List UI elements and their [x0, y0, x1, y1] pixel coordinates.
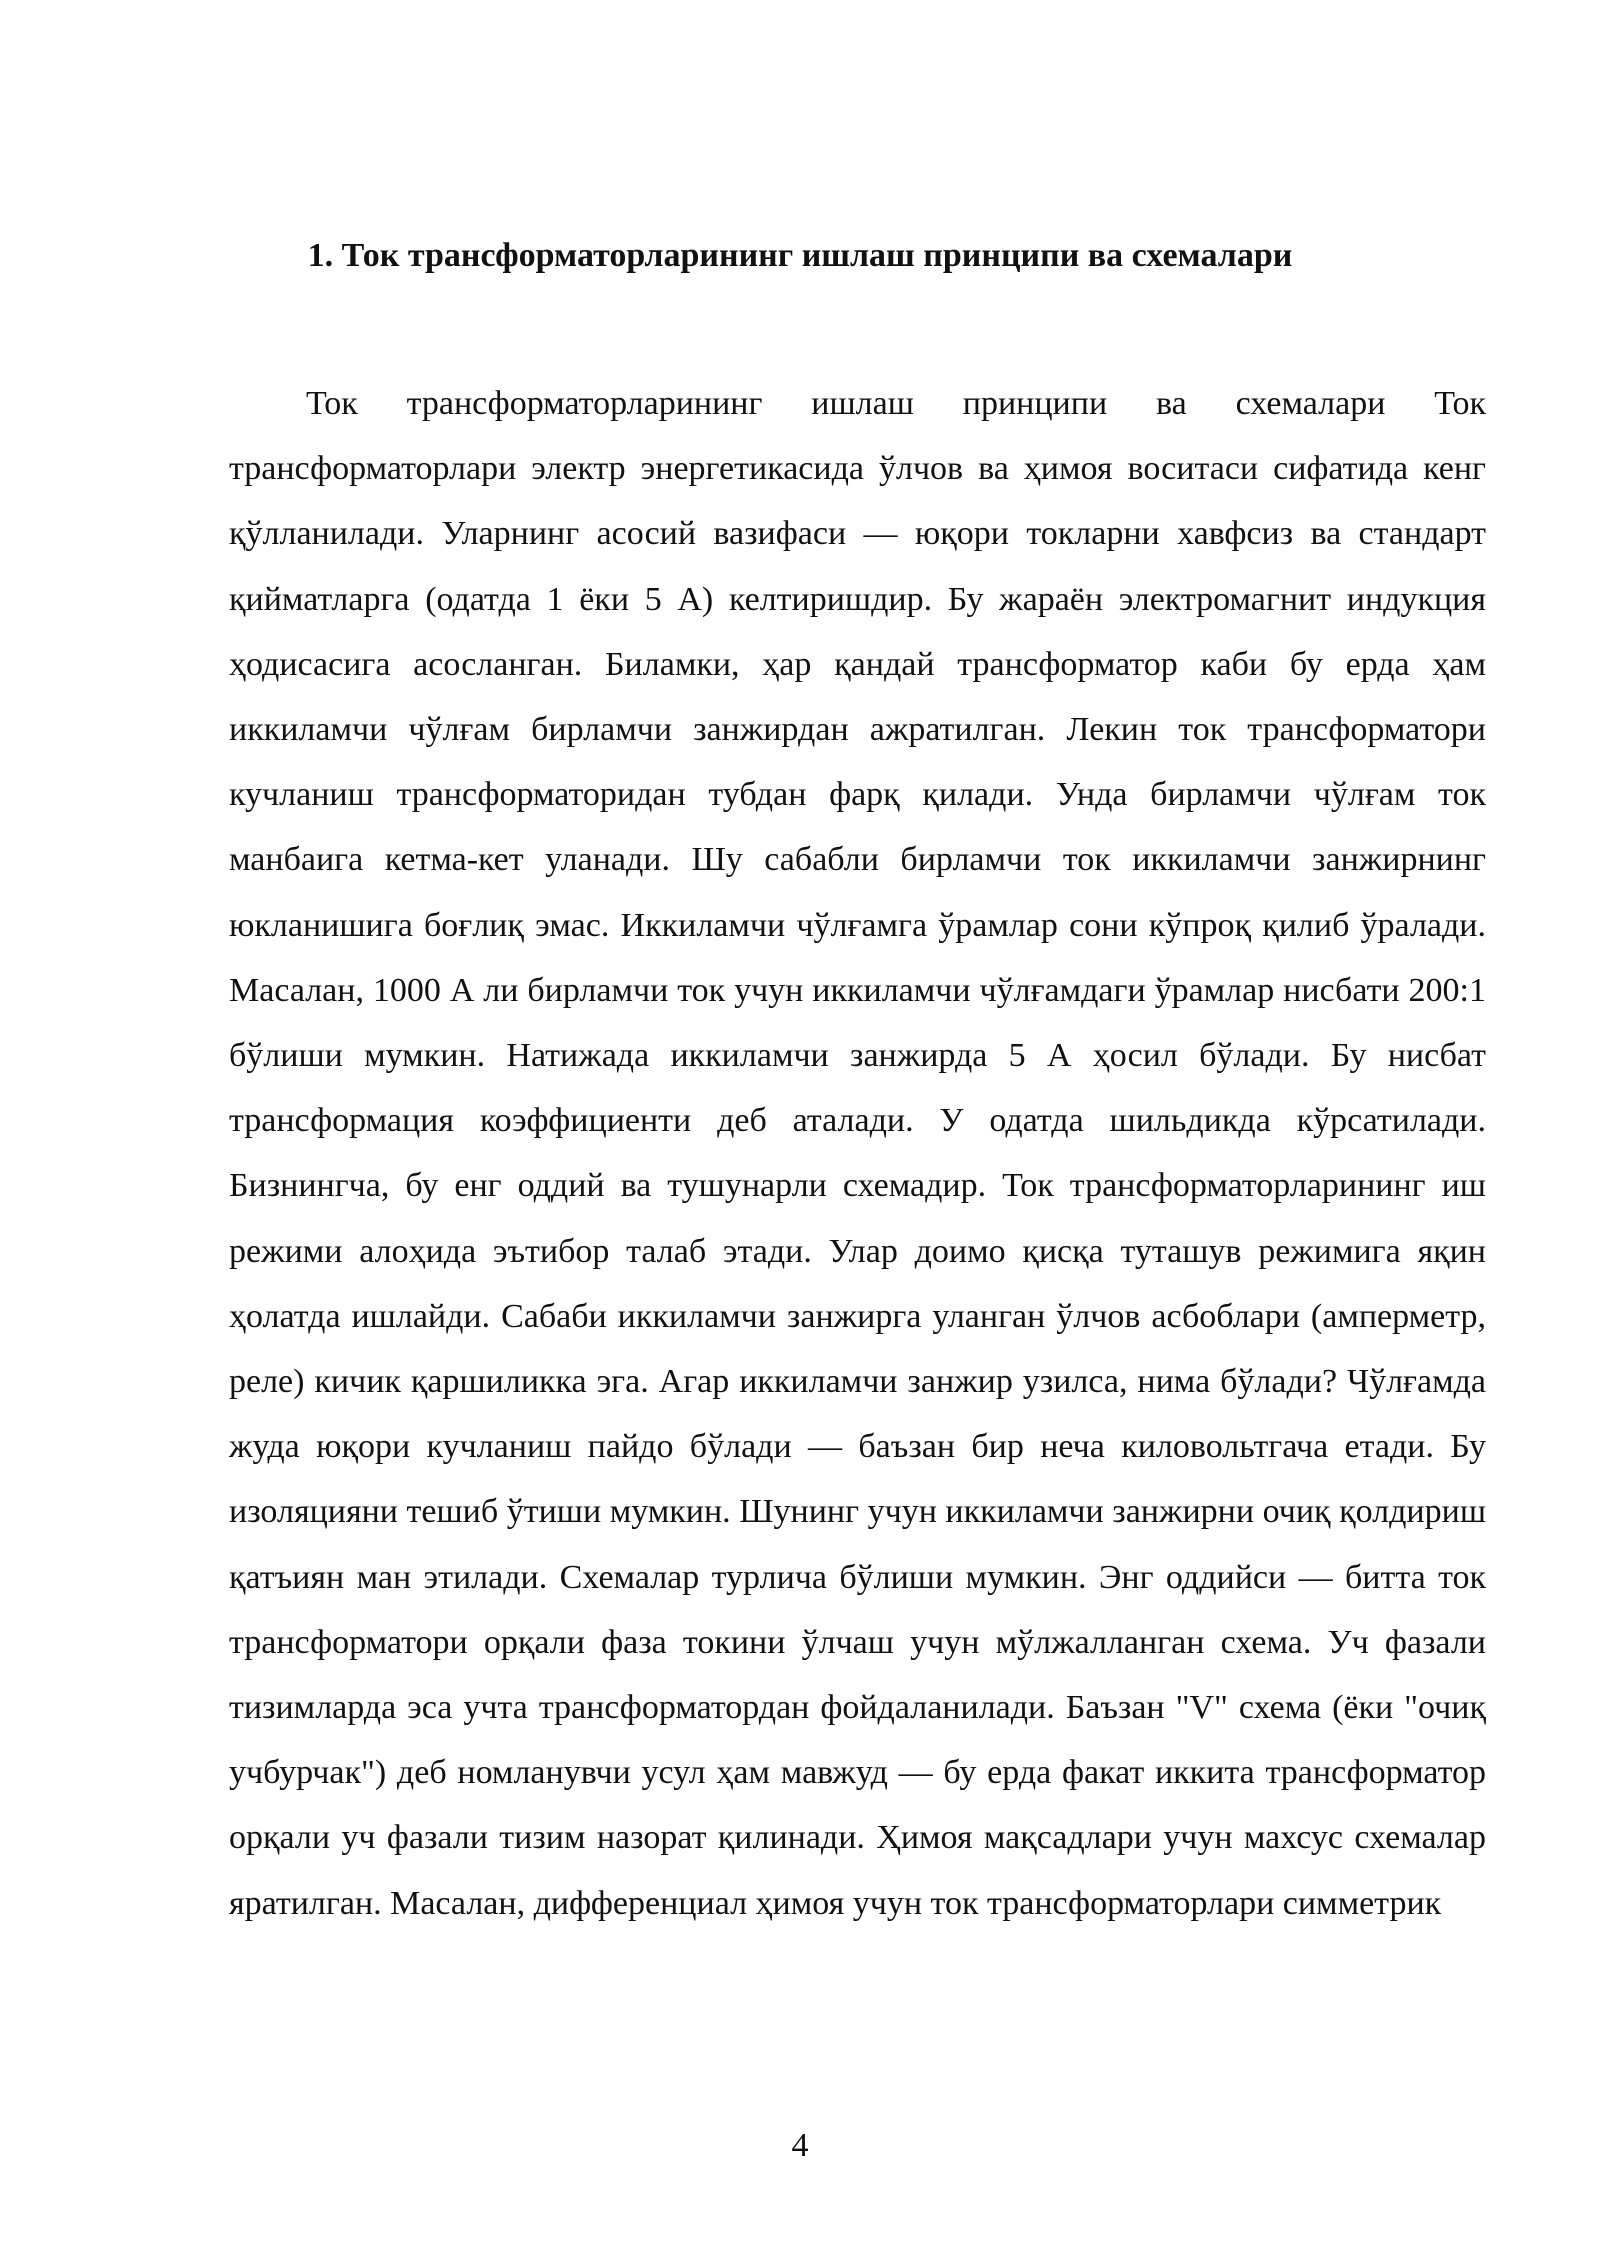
body-paragraph: Ток трансформаторларининг ишлаш принципи ва схемалари Ток трансформаторлари электр энергетикасида ўлчов ва ҳимоя воситаси сифатида кенг қўлланилади. Уларнинг асосий вазифаси — юқори токларни хавфсиз ва стандарт қийматларга (одатда 1 ёки 5 А) келтиришдир. Бу жараён электромагнит индукция ҳодисасига асосланган. Биламки, ҳар қандай трансформатор каби бу ерда ҳам иккиламчи чўлғам бирламчи занжирдан ажратилган. Лекин ток трансформатори кучланиш трансформаторидан тубдан фарқ қилади. Унда бирламчи чўлғам ток манбаига кетма-кет уланади. Шу сабабли бирламчи ток иккиламчи занжирнинг юкланишига боғлиқ эмас. Иккиламчи чўлғамга ўрамлар сони кўпроқ қилиб ўралади. Масалан, 1000 А ли бирламчи ток учун иккиламчи чўлғамдаги ўрамлар нисбати 200:1 бўлиши мумкин. Натижада иккиламчи занжирда 5 А ҳосил бўлади. Бу нисбат трансформация коэффициенти деб аталади. У одатда шильдикда кўрсатилади. Бизнингча, бу енг оддий ва тушунарли схемадир. Ток трансформаторларининг иш режими алоҳида эътибор талаб этади. Улар доимо қисқа туташув режимига яқин ҳолатда ишлайди. Сабаби иккиламчи занжирга уланган ўлчов асбоблари (амперметр, реле) кичик қаршиликка эга. Агар иккиламчи занжир узилса, нима бўлади? Чўлғамда жуда юқори кучланиш пайдо бўлади — баъзан бир неча киловольтгача етади. Бу изоляцияни тешиб ўтиши мумкин. Шунинг учун иккиламчи занжирни очиқ қолдириш қатъиян ман этилади. Схемалар турлича бўлиши мумкин. Энг оддийси — битта ток трансформатори орқали фаза токини ўлчаш учун мўлжалланган схема. Уч фазали тизимларда эса учта трансформатордан фойдаланилади. Баъзан "V" схема (ёки "очиқ учбурчак") деб номланувчи усул ҳам мавжуд — бу ерда факат иккита трансформатор орқали уч фазали тизим назорат қилинади. Ҳимоя мақсадлари учун махсус схемалар яратилган. Масалан, дифференциал ҳимоя учун ток трансформаторлари симметрик — [229, 385, 1486, 1922]
section-heading: 1. Ток трансформаторларининг ишлаш принципи ва схемалари — [307, 237, 1293, 274]
page-number: 4 — [791, 2127, 809, 2164]
